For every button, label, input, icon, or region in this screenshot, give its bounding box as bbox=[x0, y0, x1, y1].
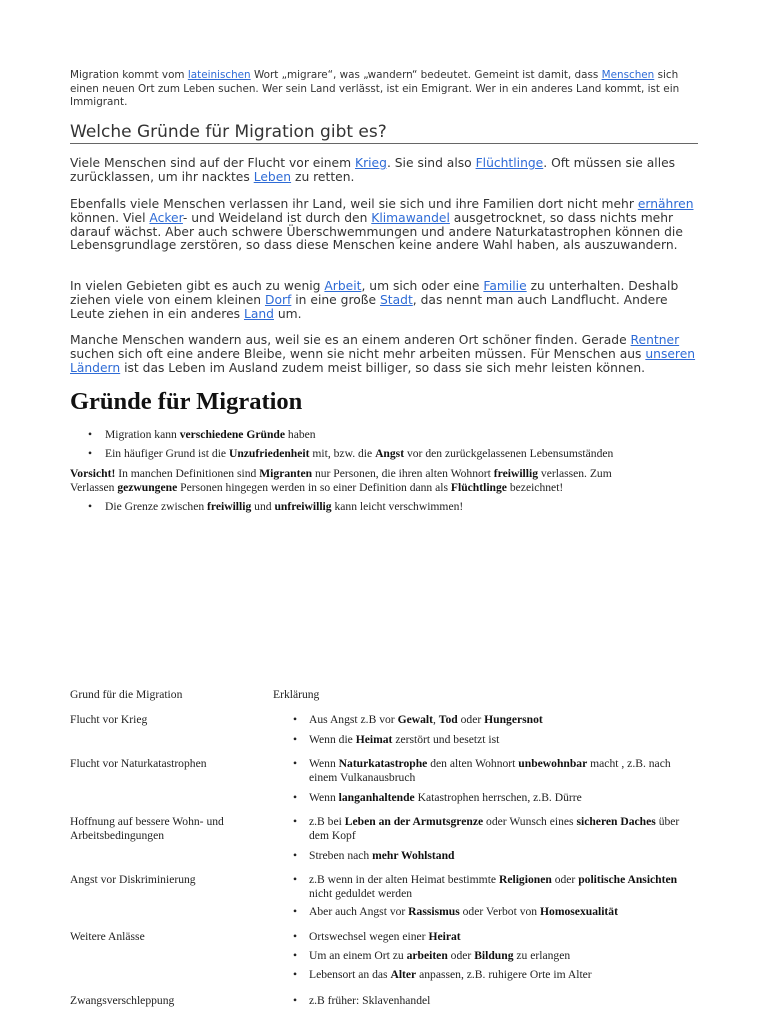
link-menschen[interactable]: Menschen bbox=[601, 69, 655, 81]
bold-text: Rassismus bbox=[408, 905, 460, 918]
text: oder Verbot von bbox=[459, 905, 541, 918]
text: ist das Leben im Ausland zudem meist billiger, so dass sie sich mehr leisten können. bbox=[120, 360, 646, 375]
section-heading-gruende: Welche Gründe für Migration gibt es? bbox=[70, 121, 698, 144]
bullet-dot-icon: • bbox=[88, 500, 93, 513]
bullet-dot-icon: • bbox=[293, 968, 298, 981]
table-cell-reason: Hoffnung auf bessere Wohn- und Arbeitsbedingungen bbox=[70, 815, 224, 842]
text: Manche Menschen wandern aus, weil sie es an einem anderen Ort schöner finden. Gerade bbox=[70, 333, 631, 347]
text: zu erlangen bbox=[513, 949, 571, 962]
list-item bbox=[293, 968, 693, 982]
bullet-dot-icon: • bbox=[293, 994, 298, 1007]
text: z.B früher: Sklavenhandel bbox=[309, 994, 431, 1007]
text: verlassen. Zum Verlassen bbox=[70, 467, 612, 494]
text: , das nennt man auch Landflucht. Andere Leute ziehen in ein anderes bbox=[70, 292, 668, 321]
list-item-text bbox=[309, 994, 693, 1008]
text: - und Weideland ist durch den bbox=[182, 210, 372, 225]
text: zu unterhalten. Deshalb ziehen viele von einem kleinen bbox=[70, 279, 679, 307]
text: Viele Menschen sind auf der Flucht vor einem bbox=[70, 156, 356, 170]
table-cell-reason: Angst vor Diskriminierung bbox=[70, 873, 196, 886]
bold-text: arbeiten bbox=[406, 949, 448, 962]
paragraph-flucht bbox=[70, 157, 698, 185]
paragraph-rentner bbox=[70, 334, 698, 375]
bold-text: unfreiwillig bbox=[274, 500, 332, 513]
text: Katastrophen herrschen, z.B. Dürre bbox=[414, 791, 582, 804]
list-item-text bbox=[309, 968, 693, 982]
list-item-text bbox=[309, 873, 693, 901]
bullet-dot-icon: • bbox=[293, 949, 298, 962]
warning-paragraph bbox=[70, 467, 630, 495]
bullet-item bbox=[88, 447, 613, 461]
text: z.B bei bbox=[309, 815, 345, 828]
text: In vielen Gebieten gibt es auch zu wenig bbox=[70, 279, 325, 293]
text: Wenn bbox=[309, 757, 339, 770]
list-item-text bbox=[309, 791, 693, 805]
text: . Sie sind also bbox=[386, 156, 476, 170]
text: Lebensort an das bbox=[309, 968, 391, 981]
text: Aus Angst z.B vor bbox=[309, 713, 398, 726]
bold-text: Flüchtlinge bbox=[450, 481, 507, 494]
link-rentner[interactable]: Rentner bbox=[630, 333, 680, 347]
table-cell-reason: Flucht vor Krieg bbox=[70, 713, 148, 726]
text: , bbox=[433, 713, 439, 726]
bullet-dot-icon: • bbox=[293, 757, 298, 770]
bold-text: Heirat bbox=[428, 930, 461, 943]
bold-text: sicheren Daches bbox=[576, 815, 656, 828]
link-stadt[interactable]: Stadt bbox=[379, 292, 413, 307]
list-item bbox=[293, 733, 693, 747]
text: . Oft müssen sie alles zurücklassen, um ihr nacktes bbox=[70, 156, 676, 184]
link-acker[interactable]: Acker bbox=[149, 210, 183, 225]
bold-text: freiwillig bbox=[207, 500, 252, 513]
bullet-item bbox=[88, 500, 463, 514]
text: anpassen, z.B. ruhigere Orte im Alter bbox=[416, 968, 592, 981]
bold-text: mehr Wohlstand bbox=[372, 849, 455, 862]
bold-text: freiwillig bbox=[493, 467, 539, 480]
list-item-text bbox=[309, 849, 693, 863]
text: haben bbox=[285, 428, 316, 441]
bold-text: Naturkatastrophe bbox=[338, 757, 428, 770]
text: und bbox=[251, 500, 275, 513]
link-dorf[interactable]: Dorf bbox=[264, 292, 292, 307]
list-item-text bbox=[309, 815, 693, 843]
text: den alten Wohnort bbox=[427, 757, 519, 770]
paragraph-ernaehren bbox=[70, 198, 698, 253]
bullet-dot-icon: • bbox=[88, 447, 93, 460]
text: oder Wunsch eines bbox=[483, 815, 577, 828]
bold-text: Hungersnot bbox=[484, 713, 543, 726]
list-item-text bbox=[309, 757, 693, 785]
text: In manchen Definitionen sind bbox=[115, 467, 260, 480]
text: kann leicht verschwimmen! bbox=[331, 500, 464, 513]
bold-text: verschiedene Gründe bbox=[179, 428, 286, 441]
link-fluechtlinge[interactable]: Flüchtlinge bbox=[475, 156, 544, 170]
bold-text: Angst bbox=[375, 447, 405, 460]
bold-text: Unzufriedenheit bbox=[228, 447, 310, 460]
bold-text: Leben an der Armutsgrenze bbox=[344, 815, 484, 828]
text: Streben nach bbox=[309, 849, 373, 862]
bold-text: politische Ansichten bbox=[578, 873, 678, 886]
text: bezeichnet! bbox=[506, 481, 564, 494]
bullet-dot-icon: • bbox=[293, 849, 298, 862]
link-krieg[interactable]: Krieg bbox=[355, 156, 387, 170]
text: Ebenfalls viele Menschen verlassen ihr Land, weil sie sich und ihre Familien dort nicht mehr bbox=[70, 197, 638, 211]
bullet-dot-icon: • bbox=[293, 791, 298, 804]
list-item-text bbox=[309, 930, 693, 944]
list-item-text bbox=[309, 733, 693, 747]
text: in eine große bbox=[291, 292, 380, 307]
link-land[interactable]: Land bbox=[243, 306, 274, 321]
list-item bbox=[293, 791, 693, 805]
bold-text: Migranten bbox=[259, 467, 313, 480]
table-header-reason: Grund für die Migration bbox=[70, 688, 183, 701]
text: vor den zurückgelassenen Lebensumständen bbox=[404, 447, 614, 460]
table-cell-reason: Zwangsverschleppung bbox=[70, 994, 175, 1007]
text: zerstört und besetzt ist bbox=[392, 733, 500, 746]
bold-text: Vorsicht! bbox=[70, 467, 116, 480]
text: Wort „migrare“, was „wandern“ bedeutet. Gemeint ist damit, dass bbox=[250, 69, 602, 81]
text: Die Grenze zwischen bbox=[105, 500, 208, 513]
text: , um sich oder eine bbox=[361, 279, 484, 293]
bold-text: Heimat bbox=[355, 733, 393, 746]
bullet-dot-icon: • bbox=[88, 428, 93, 441]
link-lateinischen[interactable]: lateinischen bbox=[187, 69, 251, 81]
bullet-dot-icon: • bbox=[293, 930, 298, 943]
bullet-dot-icon: • bbox=[293, 713, 298, 726]
bullet-dot-icon: • bbox=[293, 733, 298, 746]
bold-text: Bildung bbox=[474, 949, 514, 962]
page-title-gruende-fuer-migration: Gründe für Migration bbox=[70, 388, 303, 415]
text: Wenn bbox=[309, 791, 339, 804]
intro-paragraph bbox=[70, 69, 698, 110]
text: macht , z.B. nach einem Vulkanausbruch bbox=[309, 757, 671, 784]
text: zu retten. bbox=[291, 169, 355, 184]
bold-text: gezwungene bbox=[117, 481, 178, 494]
text: über dem Kopf bbox=[309, 815, 680, 842]
link-arbeit[interactable]: Arbeit bbox=[324, 279, 362, 293]
bold-text: Tod bbox=[438, 713, 458, 726]
bold-text: unbewohnbar bbox=[518, 757, 588, 770]
paragraph-arbeit bbox=[70, 280, 698, 321]
list-item bbox=[293, 905, 693, 919]
list-item bbox=[293, 713, 693, 727]
table-cell-reason: Weitere Anlässe bbox=[70, 930, 145, 943]
table-header-explanation: Erklärung bbox=[273, 688, 320, 701]
text: mit, bzw. die bbox=[309, 447, 376, 460]
bullet-item bbox=[88, 428, 316, 442]
list-item-text bbox=[309, 905, 693, 919]
text: Personen hingegen werden in so einer Definition dann als bbox=[177, 481, 451, 494]
list-item bbox=[293, 815, 693, 843]
text: Wenn die bbox=[309, 733, 356, 746]
link-klimawandel[interactable]: Klimawandel bbox=[371, 210, 450, 225]
bold-text: Alter bbox=[390, 968, 417, 981]
text: sich einen neuen Ort zum Leben suchen. Wer sein Land verlässt, ist ein Emigrant. Wer in ein anderes Land kommt, ist ein Immigrant. bbox=[70, 69, 680, 109]
list-item bbox=[293, 930, 693, 944]
text: können. Viel bbox=[70, 210, 150, 225]
list-item bbox=[293, 994, 693, 1008]
list-item-text bbox=[309, 713, 693, 727]
list-item bbox=[293, 873, 693, 901]
text: nur Personen, die ihren alten Wohnort bbox=[312, 467, 494, 480]
list-item bbox=[293, 949, 693, 963]
text: Aber auch Angst vor bbox=[309, 905, 409, 918]
bold-text: Gewalt bbox=[397, 713, 433, 726]
bullet-dot-icon: • bbox=[293, 905, 298, 918]
link-leben[interactable]: Leben bbox=[253, 169, 292, 184]
bold-text: Religionen bbox=[498, 873, 552, 886]
text: Ortswechsel wegen einer bbox=[309, 930, 429, 943]
text: z.B wenn in der alten Heimat bestimmte bbox=[309, 873, 499, 886]
bold-text: langanhaltende bbox=[338, 791, 415, 804]
list-item-text bbox=[309, 949, 693, 963]
text: Migration kommt vom bbox=[70, 69, 188, 81]
bold-text: Homosexualität bbox=[540, 905, 618, 918]
link-familie[interactable]: Familie bbox=[483, 279, 527, 293]
bullet-dot-icon: • bbox=[293, 815, 298, 828]
bullet-dot-icon: • bbox=[293, 873, 298, 886]
text: Ein häufiger Grund ist die bbox=[105, 447, 229, 460]
table-cell-reason: Flucht vor Naturkatastrophen bbox=[70, 757, 207, 770]
list-item bbox=[293, 757, 693, 785]
list-item bbox=[293, 849, 693, 863]
text: oder bbox=[551, 873, 579, 886]
text: Um an einem Ort zu bbox=[309, 949, 407, 962]
text: Migration kann bbox=[105, 428, 180, 441]
text: um. bbox=[273, 306, 302, 321]
text: oder bbox=[447, 949, 475, 962]
text: suchen sich oft eine andere Bleibe, wenn sie nicht mehr arbeiten müssen. Für Menschen aus bbox=[70, 346, 646, 361]
link-ernaehren[interactable]: ernähren bbox=[637, 197, 694, 211]
text: oder bbox=[457, 713, 485, 726]
text: nicht geduldet werden bbox=[309, 887, 413, 900]
text: ausgetrocknet, so dass nichts mehr darauf wächst. Aber auch schwere Überschwemmungen und andere Naturkatastrophen können die Lebensgrundlage zerstören, so dass diese Menschen keine andere Wahl haben, als auszuwandern. bbox=[70, 210, 683, 253]
link-unseren-laendern[interactable]: unseren Ländern bbox=[70, 346, 696, 375]
